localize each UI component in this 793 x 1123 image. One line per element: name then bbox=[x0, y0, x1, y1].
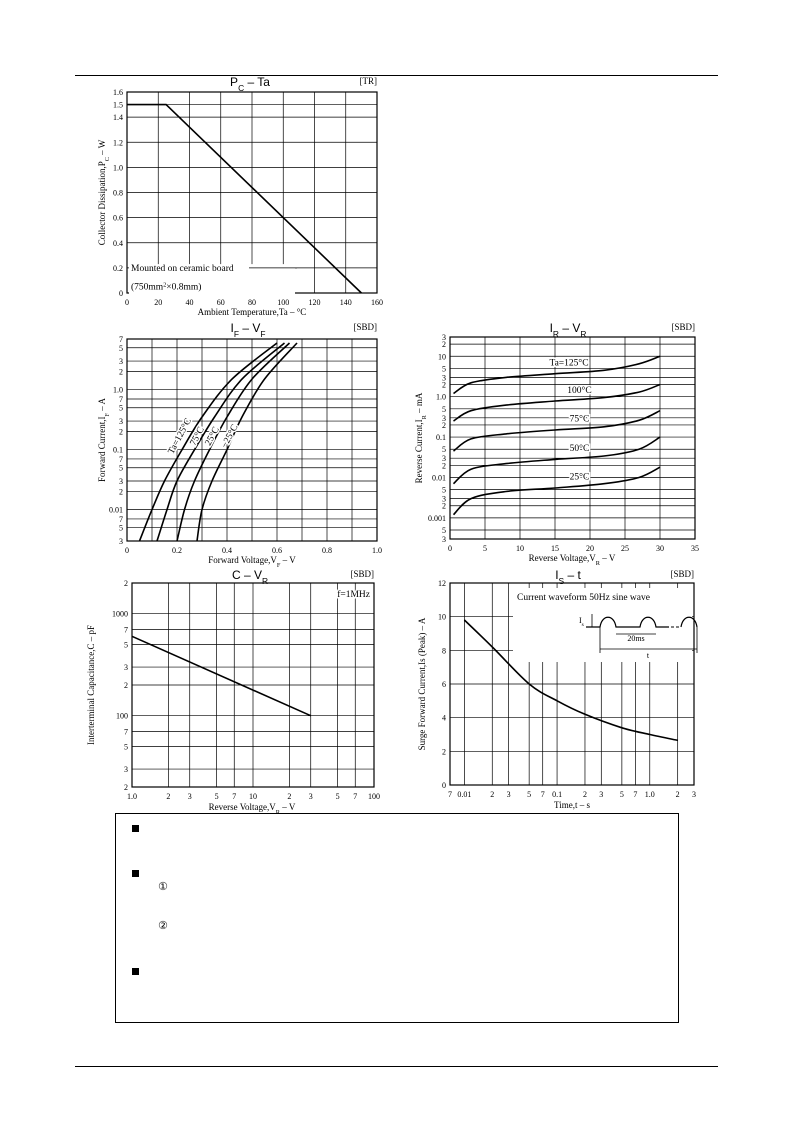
y-tick-label: 5 bbox=[124, 640, 128, 650]
y-tick-label: 1.0 bbox=[113, 385, 123, 395]
y-tick-label: 5 bbox=[442, 445, 446, 455]
y-tick-label: 0.6 bbox=[113, 213, 123, 223]
y-tick-label: 2 bbox=[119, 427, 123, 437]
x-tick-label: 1.0 bbox=[127, 792, 137, 801]
chart-title: C – $V_R$ bbox=[231, 568, 269, 586]
annotation-frequency: f=1MHz bbox=[337, 590, 370, 600]
y-tick-label: 10 bbox=[438, 612, 446, 622]
annotation-size: $(750mm^2\times 0.8mm)$ bbox=[131, 282, 202, 293]
chart-if-vf bbox=[80, 318, 400, 569]
x-tick-label: 0 bbox=[125, 298, 129, 307]
x-tick-label: 5 bbox=[527, 790, 532, 799]
y-tick-label: 5 bbox=[442, 404, 446, 414]
series-c bbox=[132, 636, 311, 715]
x-tick-label: 0 bbox=[125, 546, 129, 555]
x-tick-label: 5 bbox=[483, 544, 487, 553]
y-tick-label: 7 bbox=[119, 394, 123, 404]
x-tick-label: 100 bbox=[277, 298, 290, 307]
y-tick-label: 12 bbox=[438, 579, 446, 588]
y-tick-label: 1.6 bbox=[113, 88, 123, 97]
chart-tag: [TR] bbox=[359, 76, 377, 86]
note-bullet-2 bbox=[132, 870, 139, 877]
chart-tag: [SBD] bbox=[671, 322, 695, 332]
y-tick-label: 0.2 bbox=[113, 263, 123, 273]
x-tick-label: 7 bbox=[448, 790, 452, 799]
series-curve bbox=[454, 467, 661, 515]
y-tick-label: 2 bbox=[119, 367, 123, 377]
y-tick-label: 0.1 bbox=[113, 445, 123, 455]
y-tick-label: 0.01 bbox=[432, 473, 446, 483]
x-tick-label: 40 bbox=[185, 298, 194, 307]
chart-c-vr bbox=[80, 565, 400, 815]
notes-box bbox=[115, 813, 679, 1023]
y-tick-label: 0.4 bbox=[113, 238, 123, 248]
series-label: 100°C bbox=[567, 385, 592, 396]
y-tick-label: 8 bbox=[442, 646, 446, 656]
y-tick-label: 2 bbox=[442, 340, 446, 350]
x-tick-label: 120 bbox=[308, 298, 321, 307]
chart-ir-vr bbox=[400, 318, 720, 567]
y-tick-label: 2 bbox=[124, 681, 128, 690]
y-tick-label: 7 bbox=[124, 727, 128, 737]
series-label: 25°C bbox=[203, 425, 222, 448]
y-tick-label: 2 bbox=[442, 380, 446, 390]
x-tick-label: 7 bbox=[540, 790, 545, 799]
x-tick-label: 15 bbox=[551, 544, 559, 553]
y-tick-label: 0.01 bbox=[109, 505, 123, 515]
chart-tag: [SBD] bbox=[353, 322, 377, 332]
note-circle-1: ① bbox=[158, 880, 168, 893]
y-tick-label: 2 bbox=[442, 461, 446, 471]
y-tick-label: 5 bbox=[119, 343, 123, 353]
annotation-mounting: Mounted on ceramic board bbox=[131, 263, 234, 274]
x-tick-label: 0.2 bbox=[172, 546, 182, 555]
y-tick-label: 0 bbox=[119, 289, 123, 298]
y-tick-label: 2 bbox=[442, 747, 446, 757]
inset-period-label: 20ms bbox=[627, 634, 645, 643]
series-curve bbox=[454, 437, 661, 484]
y-tick-label: 3 bbox=[119, 417, 123, 427]
y-tick-label: 5 bbox=[124, 742, 128, 752]
y-tick-label: 3 bbox=[442, 494, 446, 504]
x-axis-label: Reverse $Voltage,V_R$ – V bbox=[528, 553, 616, 567]
x-tick-label: 20 bbox=[586, 544, 594, 553]
series-label: Ta=125°C bbox=[166, 416, 194, 457]
y-tick-label: 1.2 bbox=[113, 138, 123, 148]
y-tick-label: 6 bbox=[442, 680, 446, 689]
x-tick-label: 30 bbox=[656, 544, 664, 553]
x-axis-label: Forward $Voltage,V_F$ – V bbox=[208, 555, 296, 569]
y-tick-label: 1000 bbox=[112, 609, 128, 619]
x-axis-label: Reverse $Voltage,V_R$ – V bbox=[208, 802, 296, 816]
y-tick-label: 5 bbox=[442, 364, 446, 374]
y-tick-label: 7 bbox=[119, 335, 123, 344]
y-axis-label: Surge Forward Current,Is (Peak) – A bbox=[417, 617, 427, 751]
note-circle-2: ② bbox=[158, 919, 168, 932]
chart-tag: [SBD] bbox=[670, 569, 694, 579]
x-tick-label: 3 bbox=[506, 790, 511, 799]
chart-is-t bbox=[400, 565, 720, 815]
series-label: Ta=125°C bbox=[549, 358, 589, 369]
y-tick-label: 0.1 bbox=[436, 433, 446, 443]
x-tick-label: 2 bbox=[490, 790, 495, 799]
x-tick-label: 5 bbox=[214, 792, 219, 801]
y-tick-label: 2 bbox=[442, 420, 446, 430]
y-tick-label: 5 bbox=[442, 526, 446, 536]
chart-pc-ta bbox=[80, 72, 400, 322]
x-tick-label: 3 bbox=[308, 792, 313, 801]
y-tick-label: 1.5 bbox=[113, 100, 123, 110]
series-label: −25°C bbox=[219, 423, 241, 450]
inset-amp-label: $I_s$ bbox=[579, 616, 584, 628]
x-tick-label: 160 bbox=[371, 298, 383, 307]
y-axis-label: Forward $Current,I_F$ – A bbox=[97, 397, 111, 483]
x-tick-label: 3 bbox=[187, 792, 192, 801]
y-tick-label: 4 bbox=[442, 713, 446, 723]
series-label: 75°C bbox=[569, 414, 590, 425]
series-label: 25°C bbox=[569, 472, 590, 483]
series-label: 75°C bbox=[188, 425, 207, 448]
y-tick-label: 2 bbox=[442, 501, 446, 511]
note-bullet-1 bbox=[132, 825, 139, 832]
x-tick-label: 60 bbox=[216, 298, 225, 307]
chart-tag: [SBD] bbox=[350, 569, 374, 579]
x-axis-label: Ambient Temperature,Ta – °C bbox=[197, 307, 307, 317]
x-tick-label: 7 bbox=[232, 792, 237, 801]
x-tick-label: 100 bbox=[368, 792, 380, 801]
y-tick-label: 3 bbox=[119, 477, 123, 487]
chart-title: $I_R - V_R$ bbox=[549, 321, 587, 339]
x-axis-label: Time,t – s bbox=[554, 800, 590, 810]
series-label: 50°C bbox=[569, 444, 590, 455]
y-tick-label: 0 bbox=[442, 781, 446, 790]
y-tick-label: 7 bbox=[119, 514, 123, 524]
chart-title: $P_C$ – Ta bbox=[230, 75, 270, 93]
y-tick-label: 7 bbox=[124, 625, 128, 635]
x-tick-label: 1.0 bbox=[644, 790, 655, 799]
x-tick-label: 80 bbox=[248, 298, 256, 307]
inset-t-label: t bbox=[646, 651, 650, 660]
x-tick-label: 7 bbox=[633, 790, 638, 799]
x-tick-label: 0 bbox=[448, 544, 452, 553]
y-tick-label: 5 bbox=[119, 403, 123, 413]
inset-title: Current waveform 50Hz sine wave bbox=[517, 593, 650, 603]
y-tick-label: 5 bbox=[119, 463, 123, 473]
x-tick-label: 5 bbox=[335, 792, 340, 801]
y-tick-label: 3 bbox=[119, 537, 123, 546]
x-tick-label: 7 bbox=[353, 792, 358, 801]
x-tick-label: 0.01 bbox=[457, 790, 472, 799]
y-tick-label: 100 bbox=[116, 711, 128, 721]
y-tick-label: 7 bbox=[119, 454, 123, 464]
x-tick-label: 5 bbox=[619, 790, 624, 799]
bottom-rule bbox=[75, 1066, 718, 1067]
note-bullet-3 bbox=[132, 968, 139, 975]
y-tick-label: 3 bbox=[124, 663, 128, 673]
series-curve bbox=[454, 411, 661, 451]
x-tick-label: 10 bbox=[249, 792, 257, 801]
y-tick-label: 3 bbox=[442, 413, 446, 423]
x-tick-label: 10 bbox=[516, 544, 524, 553]
y-tick-label: 3 bbox=[442, 535, 446, 544]
y-tick-label: 3 bbox=[119, 357, 123, 367]
y-tick-label: 0.8 bbox=[113, 188, 123, 198]
x-tick-label: 0.4 bbox=[222, 546, 232, 555]
y-tick-label: 2 bbox=[124, 579, 128, 588]
x-tick-label: 140 bbox=[339, 298, 352, 307]
x-tick-label: 3 bbox=[692, 790, 696, 799]
x-tick-label: 2 bbox=[287, 792, 292, 801]
x-tick-label: 20 bbox=[154, 298, 163, 307]
y-tick-label: 3 bbox=[442, 373, 446, 383]
y-tick-label: 5 bbox=[442, 485, 446, 495]
x-tick-label: 1.0 bbox=[372, 546, 382, 555]
y-axis-label: Reverse $Current,I_R$ – mA bbox=[414, 392, 428, 484]
chart-title: $I_S$ – t bbox=[555, 568, 581, 586]
x-tick-label: 2 bbox=[166, 792, 171, 801]
x-tick-label: 0.8 bbox=[322, 546, 332, 555]
y-axis-label: Collector $Dissipation,P_C$ – W bbox=[97, 139, 111, 246]
x-tick-label: 25 bbox=[621, 544, 629, 553]
x-tick-label: 35 bbox=[691, 544, 699, 553]
y-tick-label: 3 bbox=[442, 454, 446, 464]
series-curve bbox=[454, 385, 661, 422]
y-tick-label: 0.001 bbox=[428, 513, 446, 523]
y-tick-label: 1.0 bbox=[436, 392, 446, 402]
x-tick-label: 0.1 bbox=[552, 790, 563, 799]
y-tick-label: 5 bbox=[119, 523, 123, 533]
y-tick-label: 2 bbox=[119, 487, 123, 497]
y-tick-label: 3 bbox=[442, 333, 446, 342]
x-tick-label: 2 bbox=[582, 790, 587, 799]
y-tick-label: 10 bbox=[438, 352, 446, 362]
y-tick-label: 3 bbox=[124, 765, 128, 775]
chart-title: $I_F - V_F$ bbox=[230, 321, 266, 339]
y-tick-label: 2 bbox=[124, 783, 128, 792]
x-tick-label: 3 bbox=[599, 790, 604, 799]
x-tick-label: 0.6 bbox=[272, 546, 282, 555]
x-tick-label: 2 bbox=[675, 790, 680, 799]
y-axis-label: Interterminal Capacitance,C – pF bbox=[86, 625, 96, 745]
y-tick-label: 1.4 bbox=[113, 113, 123, 123]
y-tick-label: 1.0 bbox=[113, 163, 123, 173]
